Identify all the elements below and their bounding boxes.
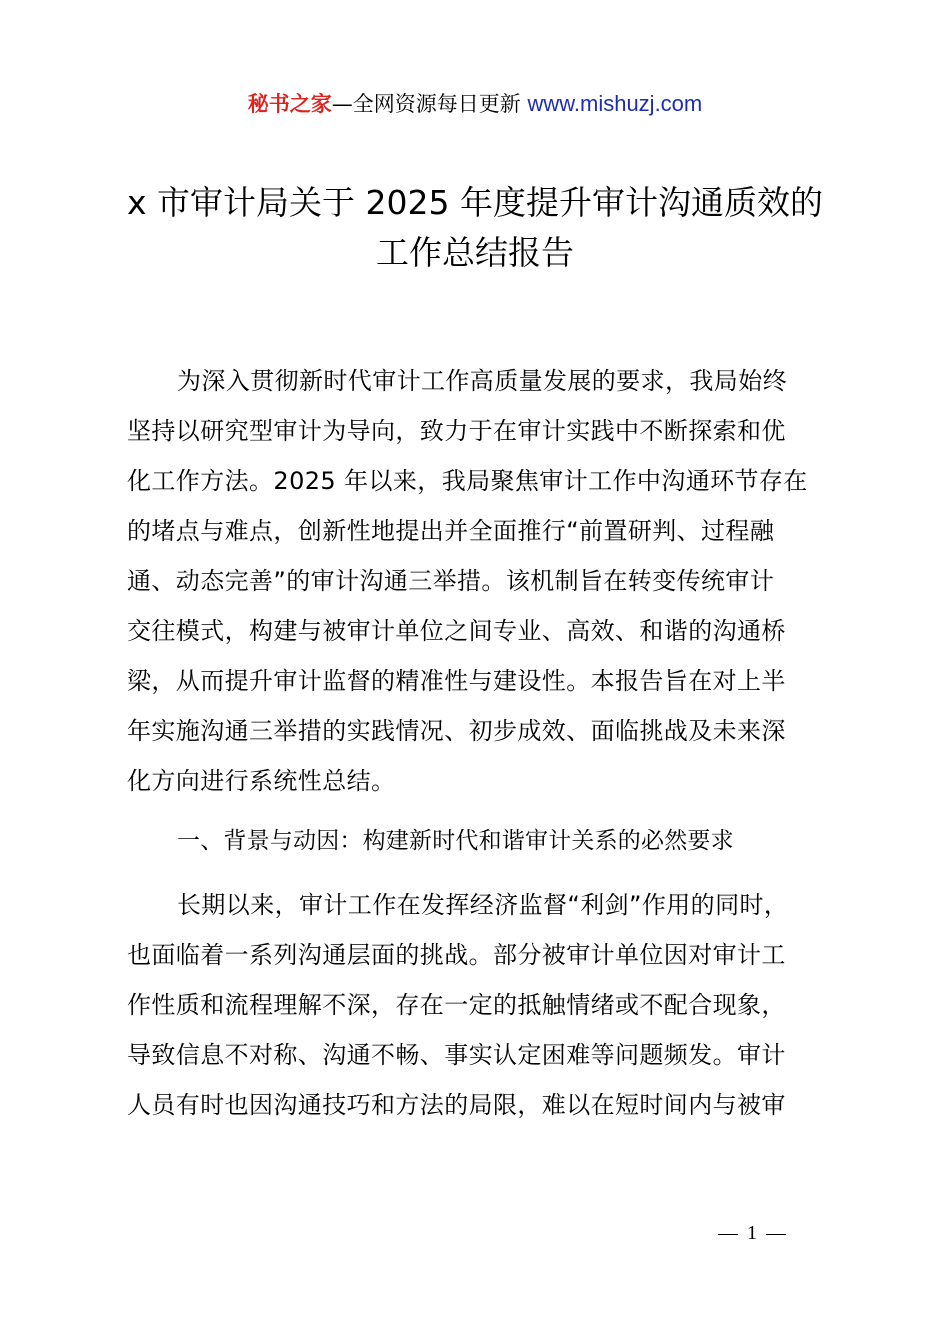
site-header (0, 88, 950, 120)
text-line: 导致信息不对称、沟通不畅、事实认定困难等问题频发。审计 (127, 1041, 786, 1069)
text-line: 坚持以研究型审计为导向，致力于在审计实践中不断探索和优 (127, 417, 786, 445)
text-line: 通、动态完善”的审计沟通三举措。该机制旨在转变传统审计 (127, 567, 775, 595)
text-line: 化工作方法。2025 年以来，我局聚焦审计工作中沟通环节存在 (127, 467, 808, 495)
text-line: 人员有时也因沟通技巧和方法的局限，难以在短时间内与被审 (127, 1091, 786, 1119)
document-title (100, 178, 850, 278)
header-tagline: —全网资源每日更新 (331, 92, 528, 116)
section-heading: 一、背景与动因：构建新时代和谐审计关系的必然要求 (177, 828, 734, 854)
text-line: 为深入贯彻新时代审计工作高质量发展的要求，我局始终 (177, 367, 787, 395)
text-line: 的堵点与难点，创新性地提出并全面推行“前置研判、过程融 (127, 517, 775, 545)
title-line: 工作总结报告 (376, 233, 574, 272)
text-line: 年实施沟通三举措的实践情况、初步成效、面临挑战及未来深 (127, 717, 786, 745)
paragraph-background (127, 880, 832, 1130)
text-line: 作性质和流程理解不深，存在一定的抵触情绪或不配合现象， (127, 991, 786, 1019)
page-number: — 1 — (718, 1222, 788, 1244)
text-line: 也面临着一系列沟通层面的挑战。部分被审计单位因对审计工 (127, 941, 786, 969)
paragraph-intro (127, 356, 832, 806)
site-url[interactable]: www.mishuzj.com (527, 91, 703, 116)
text-line: 交往模式，构建与被审计单位之间专业、高效、和谐的沟通桥 (127, 617, 786, 645)
title-line: x 市审计局关于 2025 年度提升审计沟通质效的 (127, 183, 823, 222)
text-line: 梁，从而提升审计监督的精准性与建设性。本报告旨在对上半 (127, 667, 786, 695)
text-line: 化方向进行系统性总结。 (127, 767, 396, 795)
text-line: 长期以来，审计工作在发挥经济监督“利剑”作用的同时， (177, 891, 789, 919)
brand-name: 秘书之家 (247, 92, 332, 116)
